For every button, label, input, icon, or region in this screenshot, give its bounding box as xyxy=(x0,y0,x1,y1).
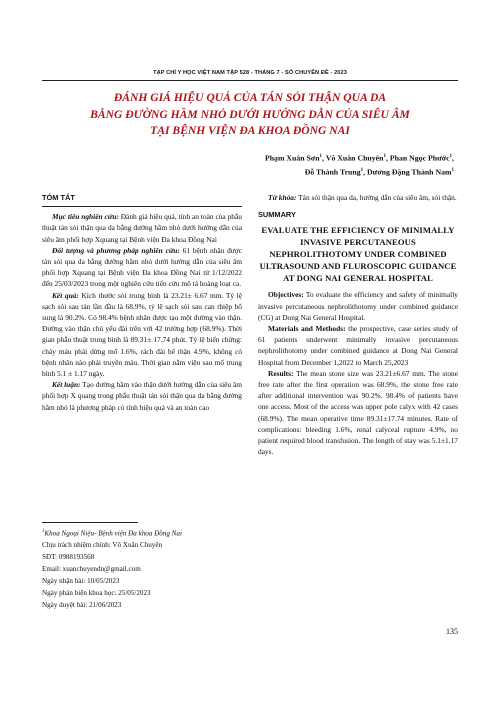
author-separator: , xyxy=(385,153,390,163)
title-line: BẰNG ĐƯỜNG HẦM NHỎ DƯỚI HƯỚNG DẪN CỦA SIÊU ÂM xyxy=(90,107,410,121)
footnote-received-date: Ngày nhận bài: 10/05/2023 xyxy=(42,577,120,586)
abstract-en-objectives xyxy=(258,289,458,323)
footnote-affiliation xyxy=(42,526,242,539)
paragraph-label: Results: xyxy=(268,368,294,378)
abstract-vi-keywords xyxy=(258,192,458,203)
author-affiliation-mark: 1 xyxy=(383,154,386,159)
paragraph-label: Kết luận: xyxy=(52,380,81,390)
abstract-right-column xyxy=(258,192,458,457)
paragraph-text: Kích thước sỏi trung bình là 23.21± 6.67 mm. Tỷ lệ sạch sỏi sau tán lần đầu là 68.9%, tỷ lệ sạch sỏi sau can thiệp bổ sung là 90.2%. Có 98.4% bệnh nhân được tạo một đường vào thận. Đường vào thận chủ yếu đài trên với 42 trường hợp (68.9%). Thời gian phẫu thuật trung bình là 89.31± 17.74 phút. Tỷ lệ biến chứng: chảy máu phải dừng mổ 1.6%, rách đài bể thận 4.9%, không có bệnh nhân nào phải truyền máu. Thời gian nằm viện sau mổ trung bình 5.1 ± 1.17 ngày. xyxy=(42,290,242,379)
paragraph-label: Mục tiêu nghiên cứu: xyxy=(52,212,119,222)
author-name: Phạm Xuân Sơn xyxy=(264,153,320,163)
footnote-review-date: Ngày phản biện khoa học: 25/05/2023 xyxy=(42,589,151,598)
author-separator: , xyxy=(363,167,368,177)
abstract-vi-heading: TÓM TẮT xyxy=(42,192,242,207)
paragraph-text: Tạo đường hầm vào thận dưới hướng dẫn của siêu âm phối hợp X quang trong phẫu thuật tán sỏi thận qua da bằng đường hầm nhỏ là phương pháp có tính hiệu quả và an toàn cao xyxy=(42,380,243,412)
paragraph-label: Kết quả: xyxy=(52,290,79,300)
abstract-vi-methods xyxy=(42,245,242,290)
abstract-vietnamese xyxy=(42,192,242,413)
paragraph-text: The mean stone size was 23.21±6.67 mm. The stone free rate after the first operation was 68.9%, the stone free rate after additional intervention was 90.2%. 98.4% of patients have one access. Most of the access was upper pole calyx with 42 cases (68.9%). The mean operative time 89.31±17.74 minutes. Rate of complications: bleeding 1.6%, renal calyceal rupture 4.9%, no patient required blood transfusion. The length of stay was 5.1±1.17 days. xyxy=(258,368,458,457)
abstract-vi-conclusion-start xyxy=(42,379,242,413)
author-affiliation-mark: 1 xyxy=(451,167,454,173)
affiliation-mark: 1 xyxy=(42,529,45,534)
article-title xyxy=(60,90,440,140)
summary-heading: SUMMARY xyxy=(258,210,296,220)
footnote-email: Email: xuanchuyendn@gmail.com xyxy=(42,565,141,574)
paragraph-label: Objectives: xyxy=(268,290,304,300)
page-number: 135 xyxy=(446,627,458,636)
author-name: Phan Ngọc Phước xyxy=(389,153,450,163)
author-affiliation-mark: 1 xyxy=(449,154,453,159)
journal-running-header: TẠP CHÍ Y HỌC VIỆT NAM TẬP 528 - THÁNG 7 - SỐ CHUYÊN ĐỀ - 2023 xyxy=(153,70,347,76)
footnote-corresponding-author: Chịu trách nhiệm chính: Võ Xuân Chuyên xyxy=(42,541,163,550)
footnote-accepted-date: Ngày duyệt bài: 21/06/2023 xyxy=(42,601,122,610)
english-title: EVALUATE THE EFFICIENCY OF MINIMALLY INVASIVE PERCUTANEOUS NEPHROLITHOTOMY UNDER COMBINED ULTRASOUND AND FLUROSCOPIC GUIDANCE AT DONG NAI GENERAL HOSPITAL xyxy=(259,225,457,284)
paragraph-text: the prospective, case series study of 61 patients underwent minimally invasive percutaneous nephrolithotomy under combined guidance at Dong Nai General Hospital from December 1,2022 to March 25,2023 xyxy=(258,324,458,367)
paragraph-label: Đối tượng và phương pháp nghiên cứu: xyxy=(52,245,180,255)
title-line: TẠI BỆNH VIỆN ĐA KHOA ĐỒNG NAI xyxy=(150,124,350,137)
footnote-rule xyxy=(42,522,138,523)
abstract-en-methods xyxy=(258,323,458,368)
paragraph-label: Materials and Methods: xyxy=(268,324,346,334)
author-affiliation-mark: 1 xyxy=(360,167,364,173)
header-rule xyxy=(42,80,458,81)
author-name: Dương Đặng Thành Nam xyxy=(367,167,452,177)
author-name: Võ Xuân Chuyên xyxy=(325,153,384,163)
paragraph-label: Từ khóa: xyxy=(268,193,297,202)
title-line: ĐÁNH GIÁ HIỆU QUẢ CỦA TÁN SỎI THẬN QUA DA xyxy=(113,91,387,104)
paragraph-text: 61 bệnh nhân được tán sỏi qua da bằng đường hầm nhỏ dưới hướng dẫn của siêu âm phối hợp Xquang tại Bệnh viện Đa khoa Đồng Nai từ 1/12/2022 đến 25/03/2023 trong một nghiên cứu tiến cứu mô tả hoàng loạt ca. xyxy=(42,245,243,289)
author-affiliation-mark: 1 xyxy=(319,154,323,159)
abstract-en-results xyxy=(258,368,458,458)
author-separator: , xyxy=(322,153,326,163)
abstract-vi-results xyxy=(42,290,242,380)
paragraph-text: Tán sỏi thận qua da, hướng dẫn của siêu âm, sỏi thận. xyxy=(296,193,457,202)
author-name: Đỗ Thành Trung xyxy=(304,167,361,177)
author-line xyxy=(154,151,454,165)
paragraph-text: Đánh giá hiệu quả, tính an toàn của phẫu thuật tán sỏi thận qua da bằng đường hầm nhỏ dưới hướng dẫn của siêu âm phối hợp Xquang tại Bệnh viện Đa khoa Đồng Nai xyxy=(42,212,242,244)
affiliation-text: Khoa Ngoại Niệu- Bệnh viện Đa khoa Đồng Nai xyxy=(44,529,182,538)
author-line xyxy=(154,165,454,179)
paragraph-text: To evaluate the efficiency and safety of minimally invasive percutaneous nephrolithotomy under combined guidance (CG) at Dong Nai General Hospital. xyxy=(258,290,458,322)
author-separator: , xyxy=(452,153,454,163)
footnote-phone: SĐT: 0988193568 xyxy=(42,553,95,562)
abstract-vi-objectives xyxy=(42,211,242,245)
footnote xyxy=(42,526,242,611)
author-list xyxy=(154,151,454,178)
